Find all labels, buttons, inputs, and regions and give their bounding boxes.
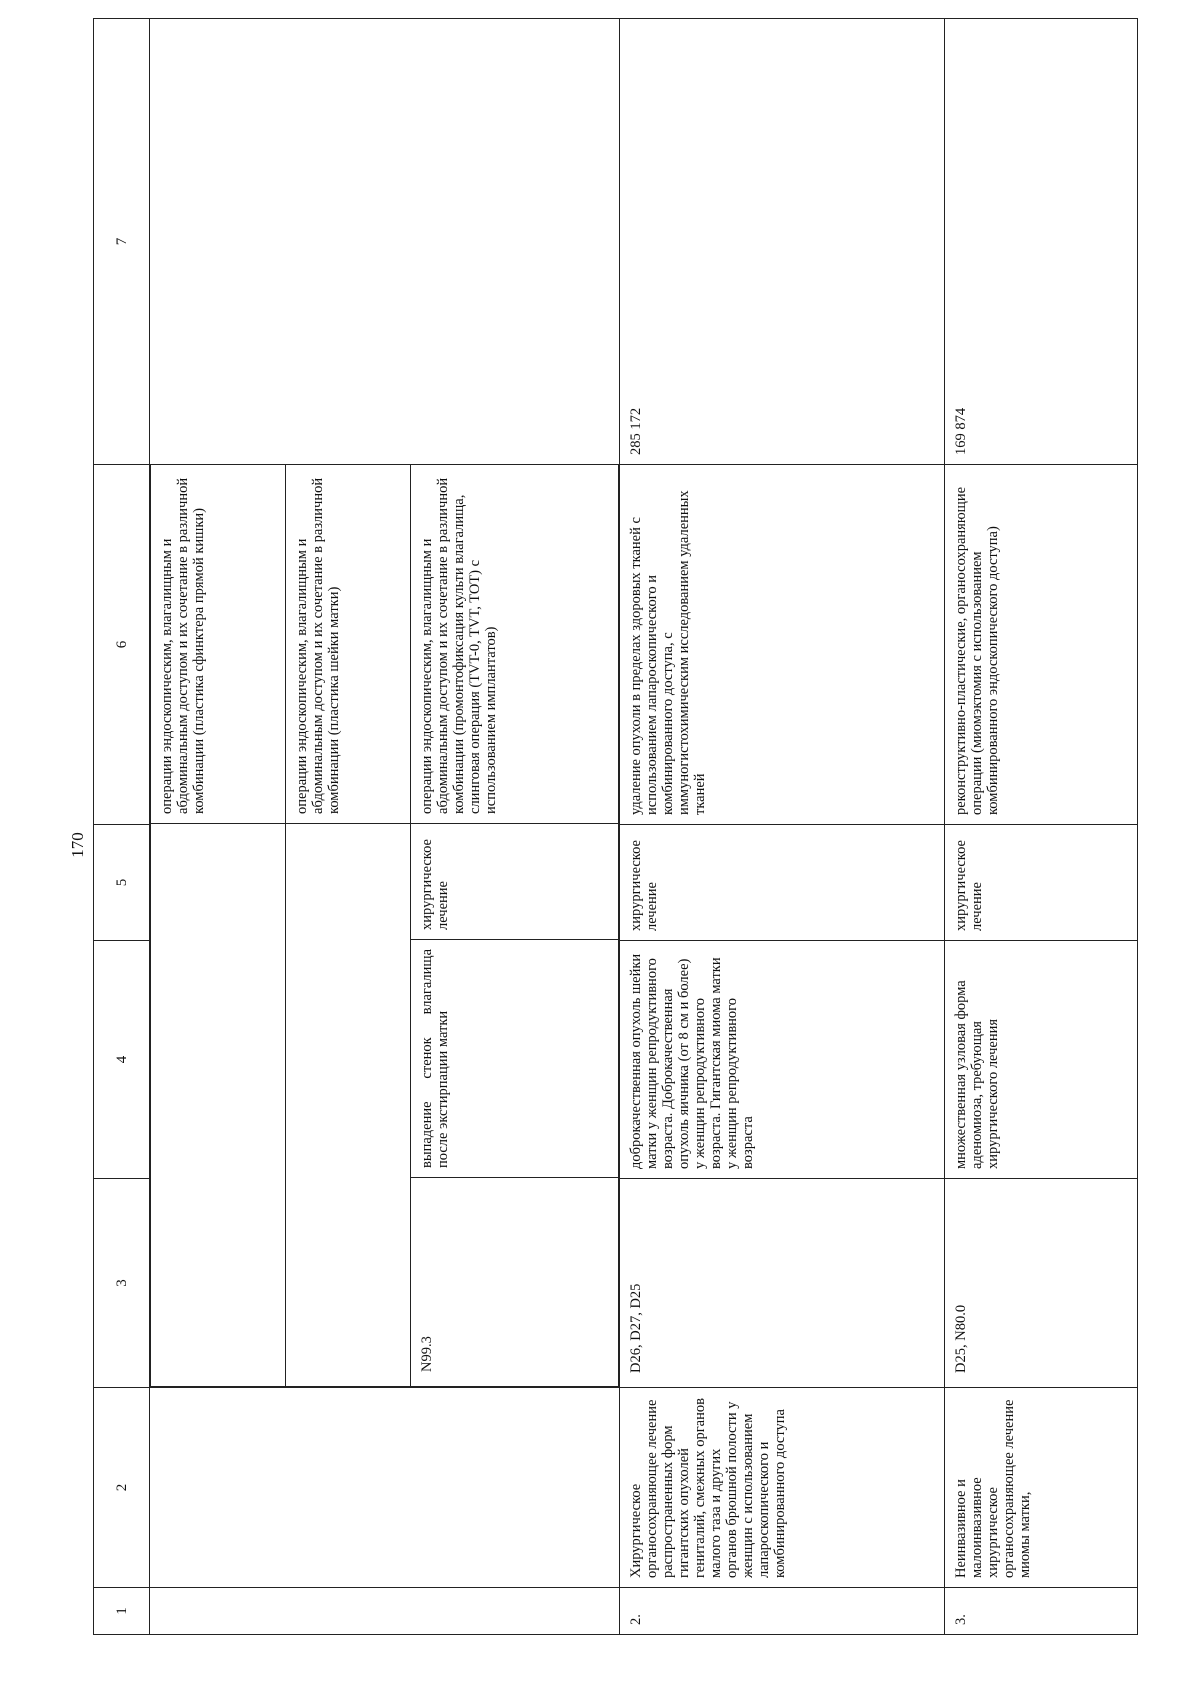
table-row [945, 19, 1138, 1635]
continuation-sub-method: операции эндоскопическим, влагалищным и абдоминальным доступом и их сочетание в различной комбинации (промонтофиксация культи влагалища, слинговая операция (TVT-0, TVT, TOT) с использованием имплантатов) [411, 465, 619, 824]
continuation-inner-table [150, 465, 619, 1388]
continuation-method-row-2 [286, 465, 411, 1387]
row-2-method: удаление опухоли в пределах здоровых тканей с использованием лапароскопического и комбинированного доступа, с иммуногистохимическим исследованием удаленных тканей [620, 465, 945, 825]
continuation-inner-cell [150, 465, 620, 1388]
row-2-model: доброкачественная опухоль шейки матки у женщин репродуктивного возраста. Доброкачественная опухоль яичника (от 8 см и более) у женщин репродуктивного возраста. Гигантская миома матки у женщин репродуктивного возраста [620, 941, 945, 1179]
row-3-method: реконструктивно-пластические, органосохраняющие операции (миомэктомия с использованием комбинированного эндоскопического доступа) [945, 465, 1138, 825]
header-col-7: 7 [94, 19, 150, 465]
continuation-sub-row [411, 465, 619, 1387]
row-2-treatment: хирургическое лечение [620, 825, 945, 941]
header-col-1: 1 [94, 1588, 150, 1635]
continuation-sub-model: выпадение стенок влагалища после экстирпации матки [411, 940, 619, 1178]
header-col-6: 6 [94, 465, 150, 825]
rotated-table-container [93, 19, 1138, 1635]
page-number: 170 [68, 832, 87, 858]
header-col-4: 4 [94, 941, 150, 1179]
row-3-cost: 169 874 [945, 19, 1138, 465]
continuation-name-cell [150, 1388, 620, 1588]
row-2-name: Хирургическое органосохраняющее лечение распространенных форм гигантских опухолей гениталий, смежных органов малого таза и других органов брюшной полости у женщин с использованием лапароскопического и комбинированного доступа [620, 1388, 945, 1588]
row-2-cost: 285 172 [620, 19, 945, 465]
row-3-model: множественная узловая форма аденомиоза, требующая хирургического лечения [945, 941, 1138, 1179]
row-3-treatment: хирургическое лечение [945, 825, 1138, 941]
continuation-sub-treatment: хирургическое лечение [411, 823, 619, 939]
header-col-2: 2 [94, 1388, 150, 1588]
row-3-codes: D25, N80.0 [945, 1179, 1138, 1388]
header-row [94, 19, 150, 1635]
row-2-codes: D26, D27, D25 [620, 1179, 945, 1388]
row-2-num: 2. [620, 1588, 945, 1635]
row-3-name: Неинвазивное и малоинвазивное хирургическое органосохраняющее лечение миомы матки, [945, 1388, 1138, 1588]
document-table [93, 18, 1138, 1635]
continuation-row [150, 19, 620, 1635]
continuation-method-1: операции эндоскопическим, влагалищным и абдоминальным доступом и их сочетание в различной комбинации (пластика сфинктера прямой кишки) [151, 465, 286, 824]
header-col-5: 5 [94, 825, 150, 941]
continuation-num-cell [150, 1588, 620, 1635]
continuation-method-2: операции эндоскопическим, влагалищным и абдоминальным доступом и их сочетание в различной комбинации (пластика шейки матки) [286, 465, 411, 824]
row-3-num: 3. [945, 1588, 1138, 1635]
continuation-cost-cell [150, 19, 620, 465]
table-row [620, 19, 945, 1635]
header-col-3: 3 [94, 1179, 150, 1388]
continuation-sub-code: N99.3 [411, 1178, 619, 1387]
continuation-method-row-1 [151, 465, 286, 1387]
